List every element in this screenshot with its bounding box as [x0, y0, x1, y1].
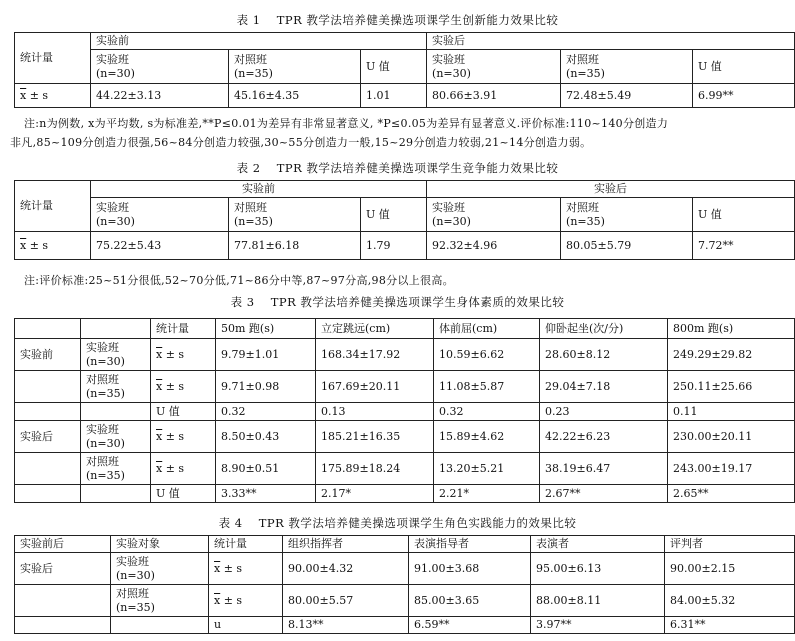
t1-cell: 72.48±5.49: [561, 84, 693, 108]
t3-cell: 2.21*: [434, 485, 540, 503]
t3-cell: 8.90±0.51: [216, 453, 316, 485]
t3-ctl: 对照班 (n=35): [81, 453, 151, 485]
t3-blank: [15, 403, 81, 421]
table1: [14, 32, 795, 108]
t4-cell: 91.00±3.68: [409, 553, 531, 585]
t1-post-header: 实验后: [427, 33, 795, 50]
table2-caption: 表 2 TPR 教学法培养健美操选项课学生竞争能力效果比较: [236, 161, 559, 175]
t3-group-pre: 实验前: [15, 339, 81, 371]
t3-header: 800m 跑(s): [668, 319, 795, 339]
t2-cell: 92.32±4.96: [427, 232, 561, 260]
t3-cell: 250.11±25.66: [668, 371, 795, 403]
t3-cell: 10.59±6.62: [434, 339, 540, 371]
t2-cell: 1.79: [361, 232, 427, 260]
t3-blank: [81, 403, 151, 421]
t3-cell: 0.32: [216, 403, 316, 421]
t3-cell: 249.29±29.82: [668, 339, 795, 371]
t3-cell: 38.19±6.47: [540, 453, 668, 485]
t1-cell: 80.66±3.91: [427, 84, 561, 108]
t3-exp: 实验班 (n=30): [81, 339, 151, 371]
t4-cell: 8.13**: [283, 617, 409, 634]
t3-ctl: 对照班 (n=35): [81, 371, 151, 403]
t2-ctl-post: 对照班 (n=35): [561, 198, 693, 232]
t3-blank: [15, 453, 81, 485]
t1-row-label: $\overline{x} \pm s$: [15, 84, 91, 108]
t1-cell: 6.99**: [693, 84, 795, 108]
t2-row-label: $\overline{x} \pm s$: [15, 232, 91, 260]
t3-cell: 2.65**: [668, 485, 795, 503]
t1-ctl-post: 对照班 (n=35): [561, 50, 693, 84]
t3-blank: [81, 485, 151, 503]
table3: [14, 318, 795, 503]
t1-ctl-pre: 对照班 (n=35): [229, 50, 361, 84]
t4-group-post: 实验后: [15, 553, 111, 585]
t3-cell: 29.04±7.18: [540, 371, 668, 403]
t3-stat: $\overline{x} \pm s$: [151, 371, 216, 403]
t3-header: 50m 跑(s): [216, 319, 316, 339]
t3-header: 立定跳远(cm): [316, 319, 434, 339]
t3-cell: 15.89±4.62: [434, 421, 540, 453]
t3-cell: 9.79±1.01: [216, 339, 316, 371]
t2-u-post: U 值: [693, 198, 795, 232]
table4-caption: 表 4 TPR 教学法培养健美操选项课学生角色实践能力的效果比较: [218, 516, 577, 530]
t3-stat: U 值: [151, 403, 216, 421]
t3-cell: 185.21±16.35: [316, 421, 434, 453]
t3-cell: 0.23: [540, 403, 668, 421]
t1-cell: 1.01: [361, 84, 427, 108]
table1-caption: 表 1 TPR 教学法培养健美操选项课学生创新能力效果比较: [236, 13, 559, 27]
t1-exp-post: 实验班 (n=30): [427, 50, 561, 84]
t4-cell: 88.00±8.11: [531, 585, 665, 617]
t4-ctl: 对照班 (n=35): [111, 585, 209, 617]
t4-cell: 84.00±5.32: [665, 585, 795, 617]
t3-cell: 0.13: [316, 403, 434, 421]
t4-stat: u: [209, 617, 283, 634]
t4-blank: [111, 617, 209, 634]
t2-exp-pre: 实验班 (n=30): [91, 198, 229, 232]
t4-cell: 85.00±3.65: [409, 585, 531, 617]
t4-cell: 6.59**: [409, 617, 531, 634]
t2-cell: 75.22±5.43: [91, 232, 229, 260]
t3-cell: 28.60±8.12: [540, 339, 668, 371]
note1-line2: 非凡,85~109分创造力很强,56~84分创造力较强,30~55分创造力一般,15~29分创造力较弱,21~14分创造力弱。: [10, 136, 592, 149]
t3-cell: 42.22±6.23: [540, 421, 668, 453]
t2-cell: 80.05±5.79: [561, 232, 693, 260]
t3-header: 体前屈(cm): [434, 319, 540, 339]
t3-cell: 167.69±20.11: [316, 371, 434, 403]
t4-cell: 95.00±6.13: [531, 553, 665, 585]
t4-header: 评判者: [665, 536, 795, 553]
note1-line1: 注:n为例数, x为平均数, s为标准差,**P≤0.01为差异有非常显著意义, *P≤0.05为差异有显著意义.评价标准:110~140分创造力: [24, 117, 669, 130]
t2-cell: 77.81±6.18: [229, 232, 361, 260]
table3-caption: 表 3 TPR 教学法培养健美操选项课学生身体素质的效果比较: [230, 295, 565, 309]
t1-pre-header: 实验前: [91, 33, 427, 50]
t3-cell: 11.08±5.87: [434, 371, 540, 403]
t4-cell: 90.00±4.32: [283, 553, 409, 585]
t4-stat: $\overline{x} \pm s$: [209, 553, 283, 585]
t3-exp: 实验班 (n=30): [81, 421, 151, 453]
t2-stat-header: 统计量: [15, 181, 91, 232]
t4-blank: [15, 617, 111, 634]
t2-pre-header: 实验前: [91, 181, 427, 198]
t3-cell: 13.20±5.21: [434, 453, 540, 485]
t4-header: 组织指挥者: [283, 536, 409, 553]
t4-cell: 3.97**: [531, 617, 665, 634]
t3-stat: U 值: [151, 485, 216, 503]
t1-exp-pre: 实验班 (n=30): [91, 50, 229, 84]
t4-header: 表演指导者: [409, 536, 531, 553]
t4-header: 统计量: [209, 536, 283, 553]
t3-cell: 2.67**: [540, 485, 668, 503]
table4: [14, 535, 795, 634]
t4-cell: 80.00±5.57: [283, 585, 409, 617]
t3-blank: [15, 485, 81, 503]
t2-post-header: 实验后: [427, 181, 795, 198]
t4-header: 实验对象: [111, 536, 209, 553]
t1-cell: 44.22±3.13: [91, 84, 229, 108]
t3-stat: $\overline{x} \pm s$: [151, 339, 216, 371]
t4-cell: 6.31**: [665, 617, 795, 634]
t4-header: 实验前后: [15, 536, 111, 553]
t4-blank: [15, 585, 111, 617]
t3-cell: 168.34±17.92: [316, 339, 434, 371]
t3-cell: 230.00±20.11: [668, 421, 795, 453]
t3-corner: [15, 319, 81, 339]
t3-stat: $\overline{x} \pm s$: [151, 421, 216, 453]
t1-u-post: U 值: [693, 50, 795, 84]
t3-cell: 3.33**: [216, 485, 316, 503]
t1-u-pre: U 值: [361, 50, 427, 84]
t3-cell: 0.11: [668, 403, 795, 421]
t3-group-post: 实验后: [15, 421, 81, 453]
t4-stat: $\overline{x} \pm s$: [209, 585, 283, 617]
t4-header: 表演者: [531, 536, 665, 553]
t1-stat-header: 统计量: [15, 33, 91, 84]
t2-cell: 7.72**: [693, 232, 795, 260]
t3-cell: 175.89±18.24: [316, 453, 434, 485]
table2-note: 注:评价标准:25~51分很低,52~70分低,71~86分中等,87~97分高,98分以上很高。: [24, 274, 454, 287]
table2: [14, 180, 795, 260]
table1-note: [10, 114, 794, 152]
t1-cell: 45.16±4.35: [229, 84, 361, 108]
t3-cell: 9.71±0.98: [216, 371, 316, 403]
t2-u-pre: U 值: [361, 198, 427, 232]
t3-header: 仰卧起坐(次/分): [540, 319, 668, 339]
t3-blank: [15, 371, 81, 403]
t2-ctl-pre: 对照班 (n=35): [229, 198, 361, 232]
t3-cell: 2.17*: [316, 485, 434, 503]
t4-cell: 90.00±2.15: [665, 553, 795, 585]
t3-header: 统计量: [151, 319, 216, 339]
t3-cell: 0.32: [434, 403, 540, 421]
t3-stat: $\overline{x} \pm s$: [151, 453, 216, 485]
t3-cell: 243.00±19.17: [668, 453, 795, 485]
t4-exp: 实验班 (n=30): [111, 553, 209, 585]
t3-corner: [81, 319, 151, 339]
t3-cell: 8.50±0.43: [216, 421, 316, 453]
t2-exp-post: 实验班 (n=30): [427, 198, 561, 232]
